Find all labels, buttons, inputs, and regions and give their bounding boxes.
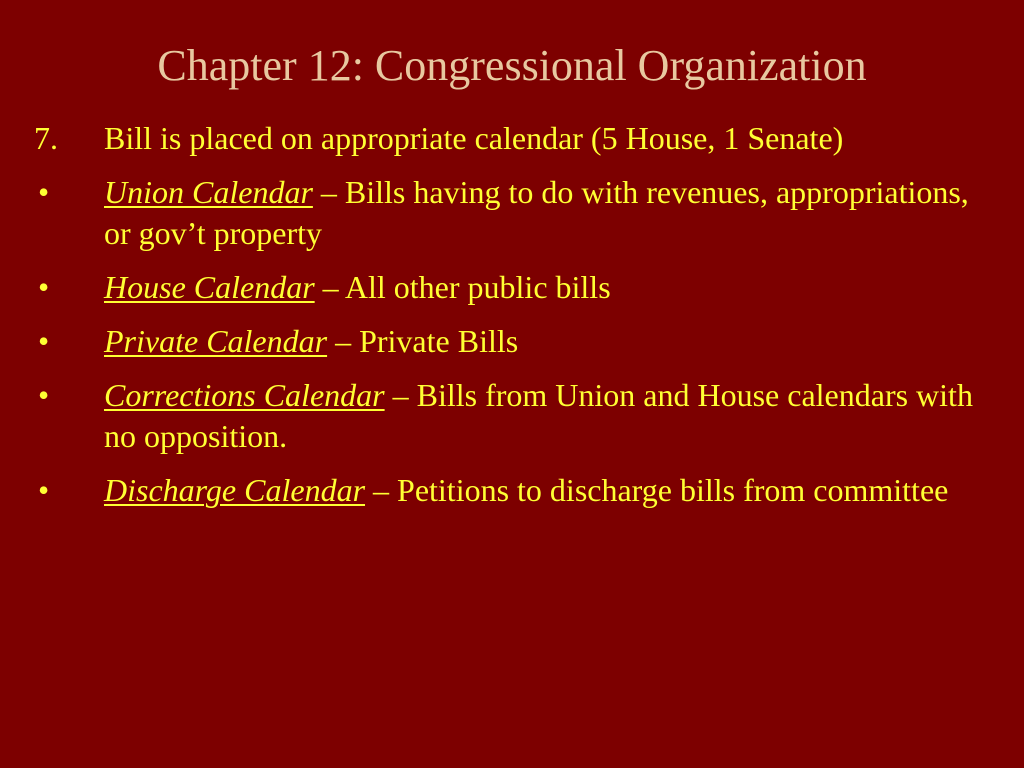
item-text: Bill is placed on appropriate calendar (5 House, 1 Senate) xyxy=(104,120,844,156)
item-description: – All other public bills xyxy=(314,269,611,305)
item-description: – Petitions to discharge bills from committee xyxy=(365,472,949,508)
term-corrections-calendar: Corrections Calendar xyxy=(104,377,385,413)
term-house-calendar: House Calendar xyxy=(104,269,315,305)
list-item-corrections-calendar xyxy=(34,375,994,457)
list-item-private-calendar xyxy=(34,321,994,362)
term-union-calendar: Union Calendar xyxy=(104,174,313,210)
bullet-icon: • xyxy=(38,323,50,359)
list-item-house-calendar xyxy=(34,267,994,308)
bullet-icon: • xyxy=(38,269,50,305)
calendar-list xyxy=(34,118,994,524)
list-item-union-calendar xyxy=(34,172,994,254)
slide-title: Chapter 12: Congressional Organization xyxy=(157,41,867,90)
list-item-bill-placement xyxy=(34,118,994,159)
term-private-calendar: Private Calendar xyxy=(104,323,328,359)
bullet-icon: • xyxy=(38,174,50,210)
term-discharge-calendar: Discharge Calendar xyxy=(104,472,366,508)
item-description: – Bills having to do with revenues, appropriations, or gov’t property xyxy=(104,174,969,251)
bullet-icon: • xyxy=(38,377,50,413)
list-item-discharge-calendar xyxy=(34,470,994,511)
list-number: 7. xyxy=(34,120,58,156)
bullet-icon: • xyxy=(38,472,50,508)
item-description: – Private Bills xyxy=(327,323,519,359)
item-description: – Bills from Union and House calendars with no opposition. xyxy=(104,377,973,454)
